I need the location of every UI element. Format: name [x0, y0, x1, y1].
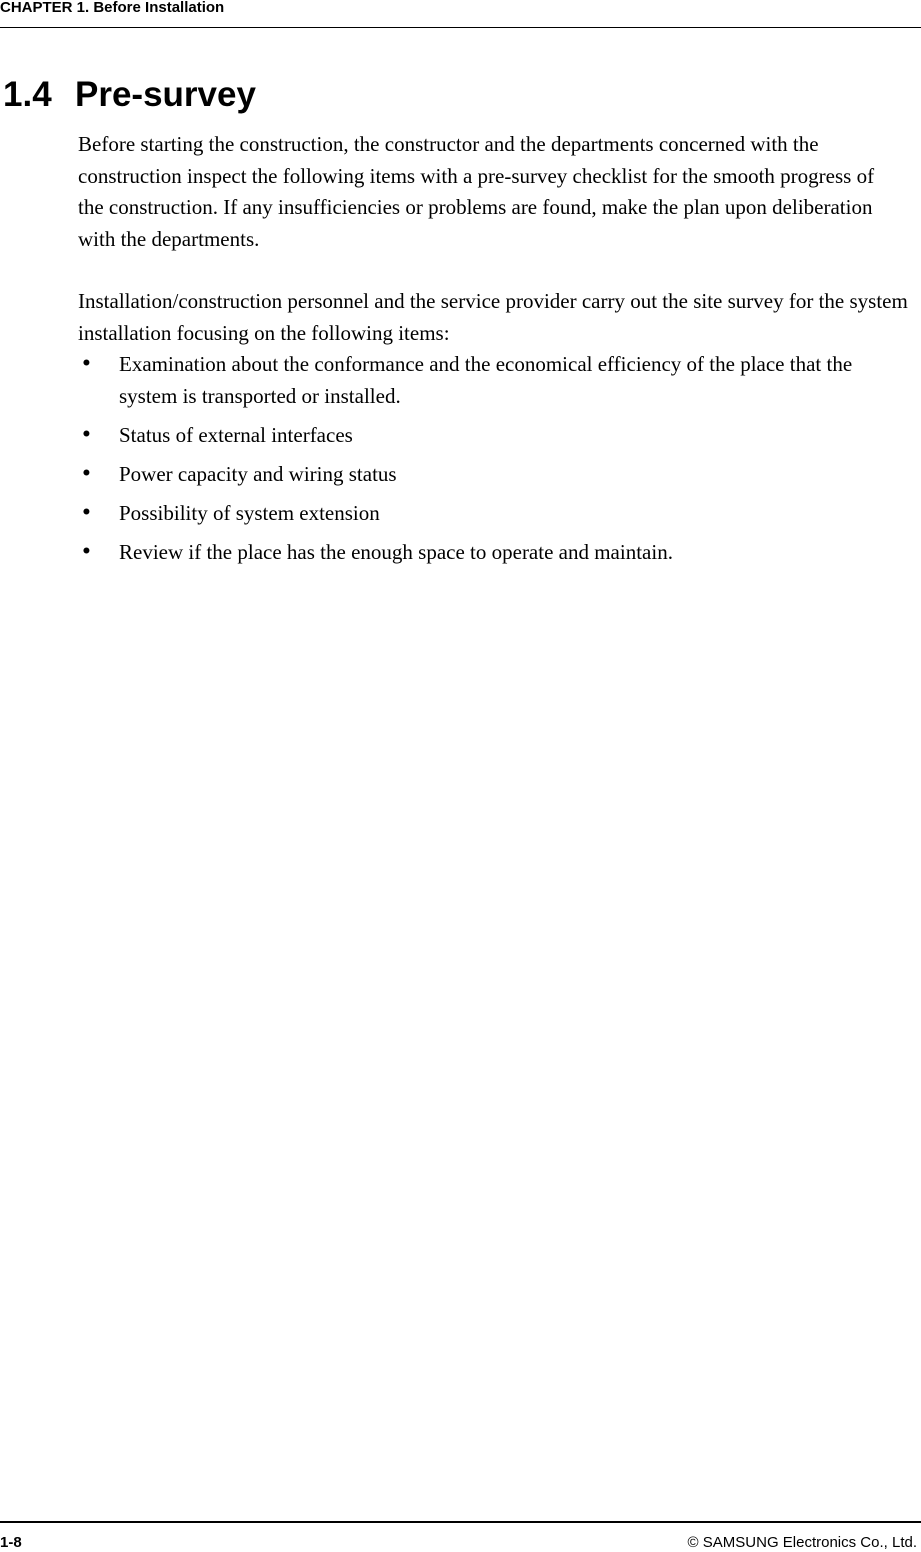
list-item-text: Review if the place has the enough space to operate and maintain.	[119, 539, 673, 564]
list-item	[78, 537, 899, 569]
survey-items-list	[78, 349, 921, 568]
page-number: 1-8	[0, 1534, 22, 1551]
page-header	[0, 0, 921, 28]
list-item	[78, 349, 899, 412]
list-item-text: Power capacity and wiring status	[119, 461, 397, 486]
list-item-text: Examination about the conformance and the economical efficiency of the place that the system is transported or installed.	[119, 352, 853, 408]
copyright-notice: © SAMSUNG Electronics Co., Ltd.	[687, 1534, 917, 1551]
list-item	[78, 459, 899, 491]
section-title: Pre-survey	[75, 75, 256, 114]
intro-paragraph: Before starting the construction, the constructor and the departments concerned with the construction inspect the following items with a pre-survey checklist for the smooth progress of the construction. If any insufficiencies or problems are found, make the plan upon deliberation with the departments.	[78, 132, 875, 251]
page-footer	[0, 1521, 921, 1551]
list-item-text: Status of external interfaces	[119, 422, 353, 447]
bullet-icon: •	[81, 541, 92, 562]
list-item-text: Possibility of system extension	[119, 500, 380, 525]
section-body	[78, 129, 921, 568]
bullet-icon: •	[81, 354, 92, 374]
bullet-icon: •	[81, 463, 92, 484]
bullet-icon: •	[81, 502, 92, 523]
chapter-title: CHAPTER 1. Before Installation	[0, 0, 225, 16]
bullet-icon: •	[81, 424, 92, 445]
list-item	[78, 420, 899, 452]
list-item	[78, 498, 899, 530]
survey-paragraph: Installation/construction personnel and the service provider carry out the site survey for the system installation focusing on the following items:	[78, 289, 908, 345]
section-number: 1.4	[3, 75, 52, 114]
section-heading	[3, 74, 256, 116]
